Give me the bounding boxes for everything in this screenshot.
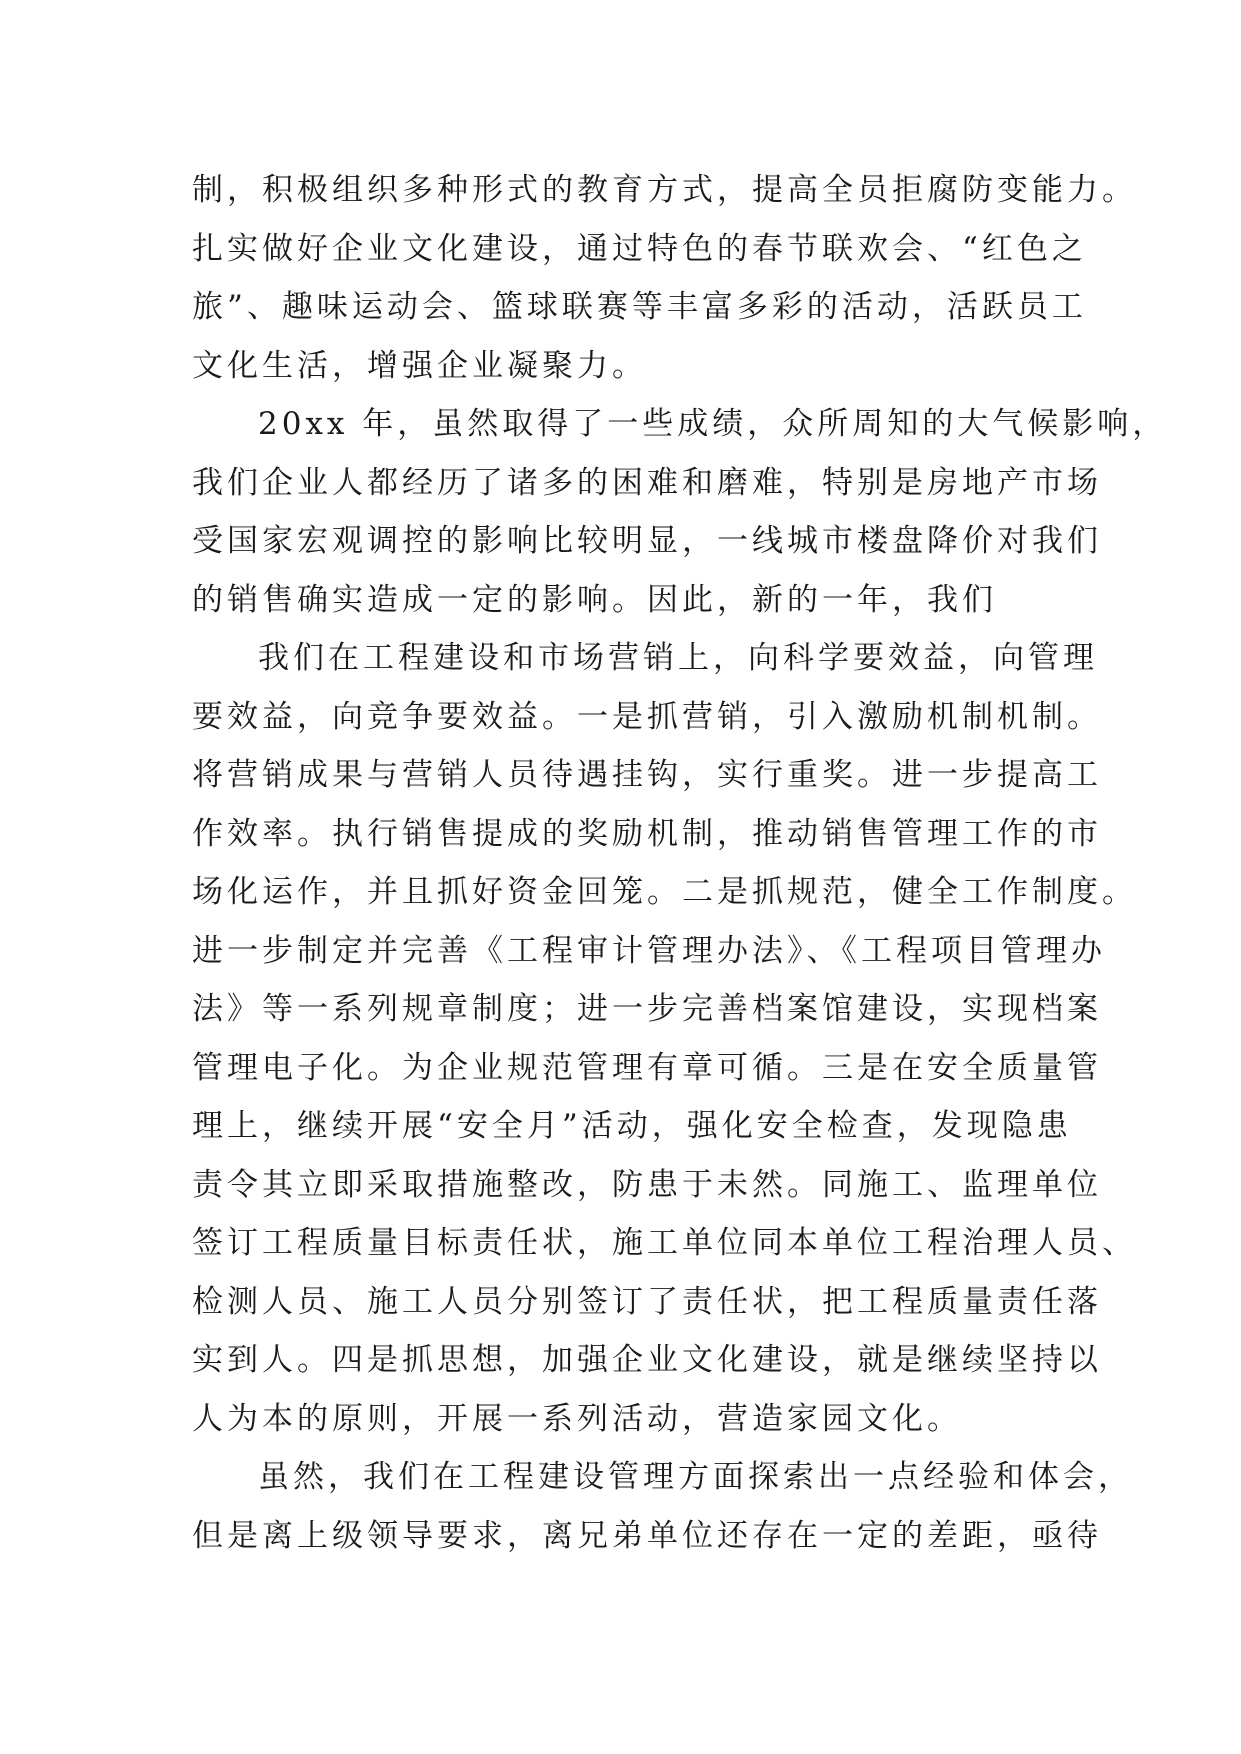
text-line: 受国家宏观调控的影响比较明显，一线城市楼盘降价对我们 [192,523,1102,559]
text-line: 场化运作，并且抓好资金回笼。二是抓规范，健全工作制度。 [192,874,1137,910]
text-line: 进一步制定并完善《工程审计管理办法》、《工程项目管理办 [192,932,1106,969]
text-line: 人为本的原则，开展一系列活动，营造家园文化。 [192,1400,962,1437]
paragraph-first-line: 我们在工程建设和市场营销上，向科学要效益，向管理 [258,640,1098,676]
text-line: 要效益，向竞争要效益。一是抓营销，引入激励机制机制。 [192,698,1102,735]
text-line: 制，积极组织多种形式的教育方式，提高全员拒腐防变能力。 [192,172,1137,208]
paragraph-first-line: 虽然，我们在工程建设管理方面探索出一点经验和体会， [258,1459,1133,1495]
text-line: 作效率。执行销售提成的奖励机制，推动销售管理工作的市 [192,815,1102,852]
text-line: 检测人员、施工人员分别签订了责任状，把工程质量责任落 [192,1283,1102,1320]
text-line: 法》等一系列规章制度；进一步完善档案馆建设，实现档案 [192,991,1102,1027]
text-line: 旅”、趣味运动会、篮球联赛等丰富多彩的活动，活跃员工 [192,289,1087,325]
text-line: 的销售确实造成一定的影响。因此，新的一年，我们 [192,581,997,618]
text-line: 管理电子化。为企业规范管理有章可循。三是在安全质量管 [192,1049,1102,1086]
text-line: 文化生活，增强企业凝聚力。 [192,347,647,384]
body-text [192,161,1168,1565]
text-line: 扎实做好企业文化建设，通过特色的春节联欢会、“红色之 [192,230,1087,267]
text-line: 责令其立即采取措施整改，防患于未然。同施工、监理单位 [192,1166,1102,1203]
text-line: 我们企业人都经历了诸多的困难和磨难，特别是房地产市场 [192,464,1102,501]
text-line: 实到人。四是抓思想，加强企业文化建设，就是继续坚持以 [192,1342,1102,1378]
text-line: 理上，继续开展“安全月”活动，强化安全检查，发现隐患 [192,1108,1072,1144]
text-line: 签订工程质量目标责任状，施工单位同本单位工程治理人员、 [192,1225,1137,1261]
text-line: 但是离上级领导要求，离兄弟单位还存在一定的差距，亟待 [192,1517,1102,1554]
text-line: 将营销成果与营销人员待遇挂钩，实行重奖。进一步提高工 [192,757,1102,793]
paragraph-first-line: 20xx 年，虽然取得了一些成绩，众所周知的大气候影响， [258,406,1168,442]
